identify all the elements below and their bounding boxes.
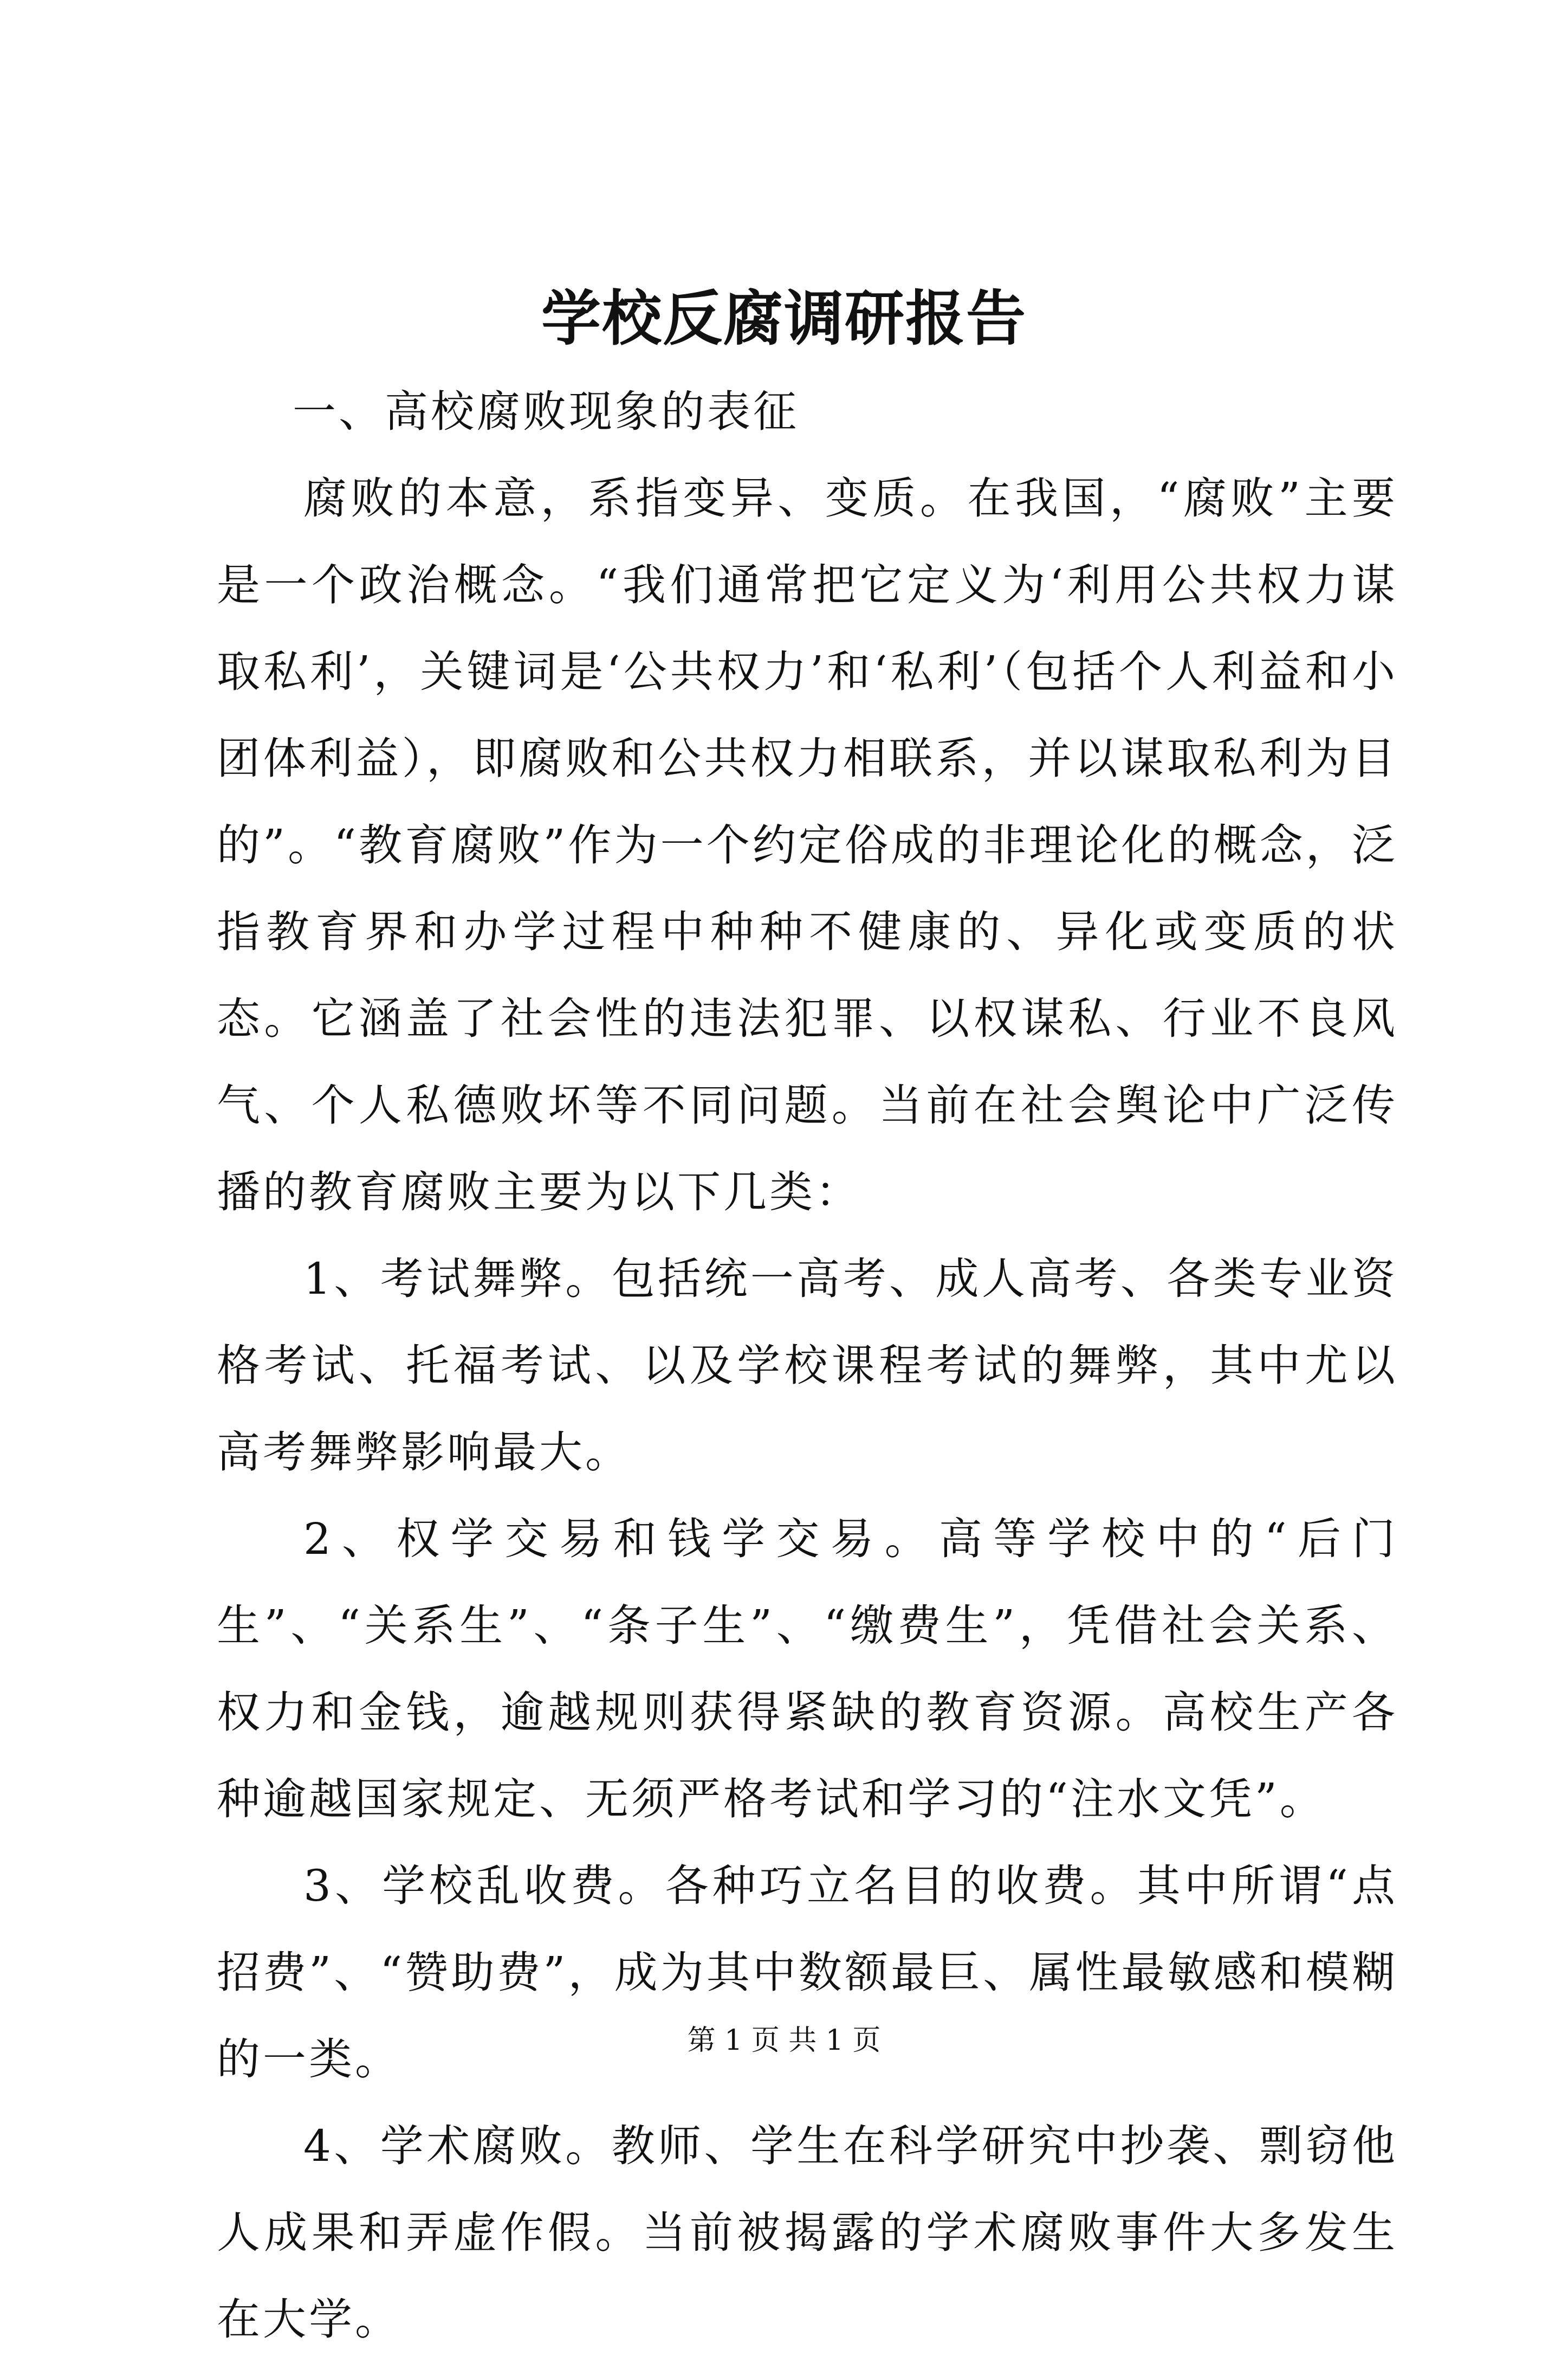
paragraph-power-money-trade: 2、权学交易和钱学交易。高等学校中的“后门生”、“关系生”、“条子生”、“缴费生”，凭借社会关系、权力和金钱，逾越规则获得紧缺的教育资源。高校生产各种逾越国家规定、无须严格考试和学习的“注水文凭”。 (217, 1514, 1398, 1824)
page-footer: 第 1 页 共 1 页 (687, 2024, 881, 2057)
paragraph-exam-cheating: 1、考试舞弊。包括统一高考、成人高考、各类专业资格考试、托福考试、以及学校课程考试的舞弊，其中尤以高考舞弊影响最大。 (217, 1254, 1398, 1477)
paragraph-arbitrary-fees: 3、学校乱收费。各种巧立名目的收费。其中所谓“点招费”、“赞助费”，成为其中数额最巨、属性最敏感和模糊的一类。 (217, 1861, 1398, 2084)
paragraph-definition: 腐败的本意，系指变异、变质。在我国，“腐败”主要是一个政治概念。“我们通常把它定义为‘利用公共权力谋取私利’，关键词是‘公共权力’和‘私利’（包括个人利益和小团体利益），即腐败和公共权力相联系，并以谋取私利为目的”。“教育腐败”作为一个约定俗成的非理论化的概念，泛指教育界和办学过程中种种不健康的、异化或变质的状态。它涵盖了社会性的违法犯罪、以权谋私、行业不良风气、个人私德败坏等不同问题。当前在社会舆论中广泛传播的教育腐败主要为以下几类： (217, 473, 1398, 1217)
paragraph-academic-corruption: 4、学术腐败。教师、学生在科学研究中抄袭、剽窃他人成果和弄虚作假。当前被揭露的学术腐败事件大多发生在大学。 (217, 2121, 1398, 2345)
document-body (217, 369, 1398, 2363)
section-heading: 一、高校腐败现象的表征 (293, 386, 799, 437)
document-title: 学校反腐调研报告 (541, 283, 1027, 353)
